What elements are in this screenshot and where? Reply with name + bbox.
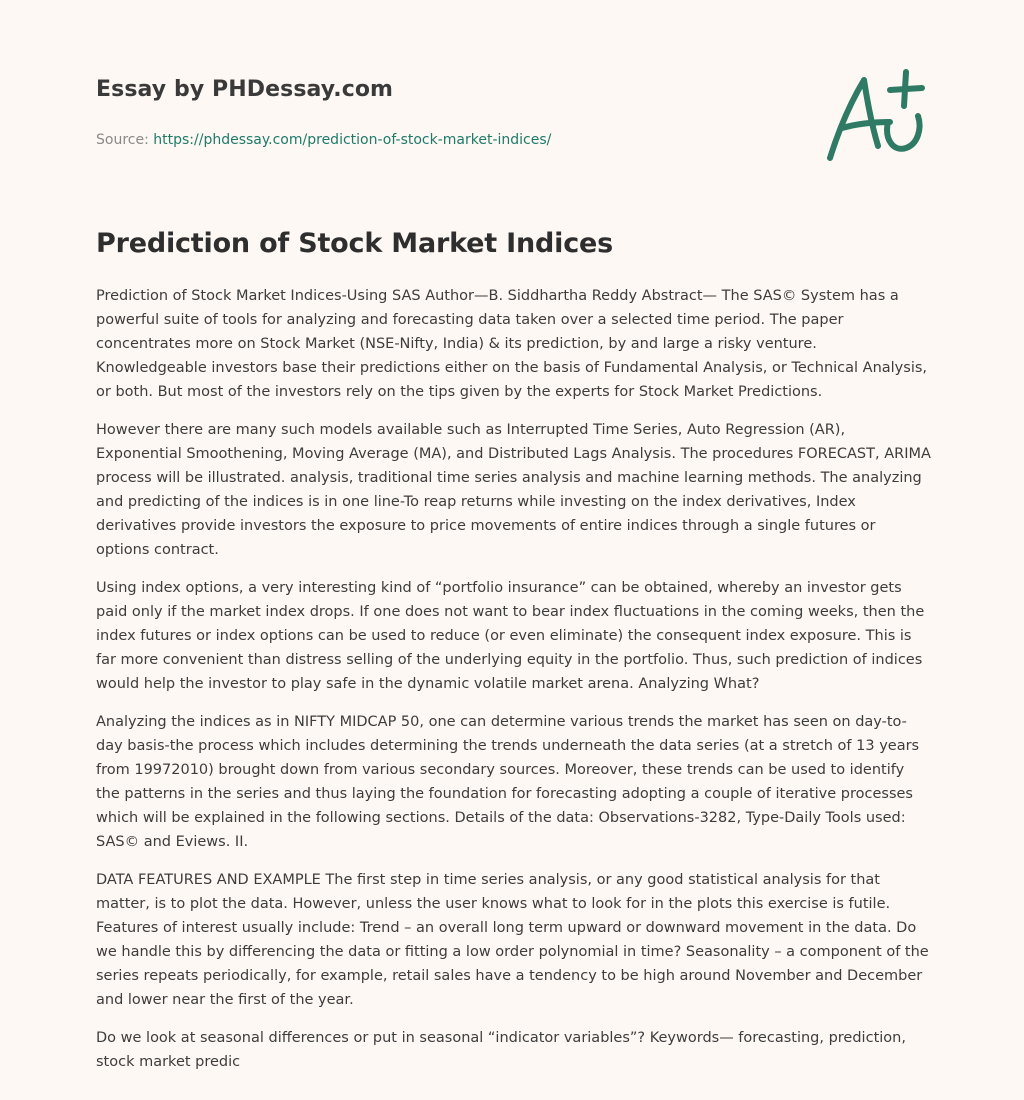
paragraph: Using index options, a very interesting kind of “portfolio insurance” can be obtained, whereby an investor gets paid only if the market index drops. If one does not want to bear index fluctuations in the coming weeks, then the index futures or index options can be used to reduce (or even eliminate) the consequent index exposure. This is far more convenient than distress selling of the underlying equity in the portfolio. Thus, such prediction of indices would help the investor to play safe in the dynamic volatile market arena. Analyzing What? — [96, 580, 925, 692]
essay-title: Prediction of Stock Market Indices — [96, 228, 613, 259]
paragraph: However there are many such models available such as Interrupted Time Series, Auto Regression (AR), Exponential Smoothening, Moving Average (MA), and Distributed Lags Analysis. The procedures FORECAST, ARIMA process will be illustrated. analysis, traditional time series analysis and machine learning methods. The analyzing and predicting of the indices is in one line-To reap returns while investing on the index derivatives, Index derivatives provide investors the exposure to price movements of entire indices through a single futures or options contract. — [96, 422, 931, 558]
a-plus-logo-icon — [820, 66, 930, 166]
site-brand: Essay by PHDessay.com — [96, 77, 394, 102]
paragraph: Do we look at seasonal differences or put in seasonal “indicator variables”? Keywords— forecasting, prediction, stock market predic — [96, 1030, 906, 1070]
essay-header — [96, 72, 696, 150]
paragraph: Analyzing the indices as in NIFTY MIDCAP 50, one can determine various trends the market has seen on day-to-day basis-the process which includes determining the trends underneath the data series (at a stretch of 13 years from 19972010) brought down from various secondary sources. Moreover, these trends can be used to identify the patterns in the series and thus laying the foundation for forecasting adopting a couple of iterative processes which will be explained in the following sections. Details of the data: Observations-3282, Type-Daily Tools used: SAS© and Eviews. II. — [96, 714, 920, 850]
paragraph: Prediction of Stock Market Indices-Using SAS Author—B. Siddhartha Reddy Abstract— The SAS© System has a powerful suite of tools for analyzing and forecasting data taken over a selected time period. The paper concentrates more on Stock Market (NSE-Nifty, India) & its prediction, by and large a risky venture. Knowledgeable investors base their predictions either on the basis of Fundamental Analysis, or Technical Analysis, or both. But most of the investors rely on the tips given by the experts for Stock Market Predictions. — [96, 288, 928, 400]
paragraph: DATA FEATURES AND EXAMPLE The first step in time series analysis, or any good statistical analysis for that matter, is to plot the data. However, unless the user knows what to look for in the plots this exercise is futile. Features of interest usually include: Trend – an overall long term upward or downward movement in the data. Do we handle this by differencing the data or fitting a low order polynomial in time? Seasonality – a component of the series repeats periodically, for example, retail sales have a tendency to be high around November and December and lower near the first of the year. — [96, 872, 929, 1008]
source-line — [96, 130, 696, 150]
source-label: Source: — [96, 132, 149, 148]
source-link[interactable]: https://phdessay.com/prediction-of-stock-market-indices/ — [153, 132, 552, 148]
essay-body — [96, 284, 932, 1088]
